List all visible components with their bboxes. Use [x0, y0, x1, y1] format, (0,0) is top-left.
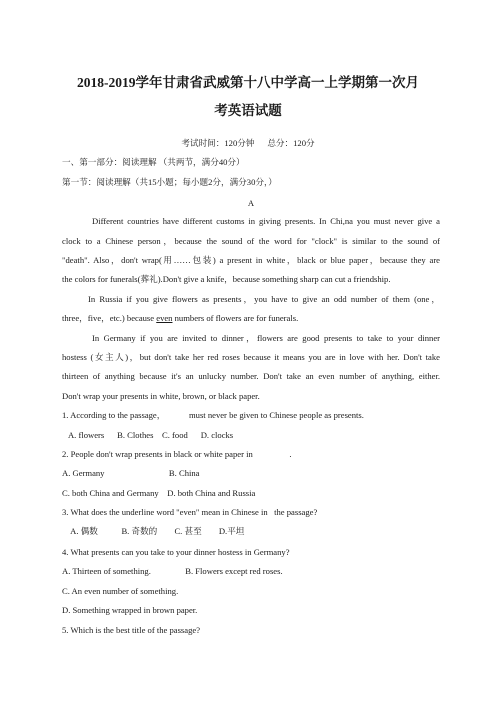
passage-label: A: [247, 198, 255, 208]
title-line-2: 考英语试题: [214, 103, 282, 118]
question-4-options-row1: A. Thirteen of something. B. Flowers except red roses.: [62, 566, 283, 576]
exam-meta: 考试时间：120分钟 总分：120分: [181, 138, 315, 148]
passage-p2-text-a: three，five，etc.) because: [62, 313, 157, 323]
question-3-options: A. 偶数 B. 奇数的 C. 甚至 D.平坦: [62, 526, 245, 536]
passage-p3-line2: hostess (女主人)，but don't take her red roses because it means you are in love with her. Don't take: [62, 352, 440, 362]
passage-p3-line4: Don't wrap your presents in white, brown, or black paper.: [62, 391, 260, 401]
question-1-stem: 1. According to the passage， must never be given to Chinese people as presents.: [62, 410, 364, 420]
passage-p1-line1: Different countries have different customs in giving presents. In Chi,na you must never give a: [92, 216, 440, 226]
question-2-options-row2: C. both China and Germany D. both China and Russia: [62, 488, 256, 498]
question-5-stem: 5. Which is the best title of the passage?: [62, 625, 201, 635]
passage-p1-line3: "death". Also，don't wrap(用……包装) a present in white，black or blue paper，because they are: [62, 255, 440, 265]
question-3-stem: 3. What does the underline word "even" mean in Chinese in the passage?: [62, 507, 318, 517]
question-2-stem: 2. People don't wrap presents in black or white paper in .: [62, 449, 292, 459]
question-1-options: A. flowers B. Clothes C. food D. clocks: [62, 430, 234, 440]
passage-p3-line1: In Germany if you are invited to dinner，flowers are good presents to take to your dinner: [92, 333, 440, 343]
underlined-word-even: even: [156, 313, 173, 323]
passage-p2-line1: In Russia if you give flowers as presents，you have to give an odd number of them (one，: [88, 294, 440, 304]
part-1-heading: 一、第一部分：阅读理解 （共两节，满分40分）: [62, 157, 245, 167]
passage-p2-line2: [62, 312, 440, 324]
passage-p1-line2: clock to a Chinese person，because the sound of the word for "clock" is similar to the sound of: [62, 236, 440, 246]
question-4-option-c: C. An even number of something.: [62, 586, 179, 596]
title-line-1: 2018-2019学年甘肃省武威第十八中学高一上学期第一次月: [77, 75, 419, 90]
passage-p2-text-b: numbers of flowers are for funerals.: [172, 313, 299, 323]
question-4-option-d: D. Something wrapped in brown paper.: [62, 605, 198, 615]
question-2-options-row1: A. Germany B. China: [62, 468, 200, 478]
question-4-stem: 4. What presents can you take to your dinner hostess in Germany?: [62, 547, 290, 557]
passage-p1-line4: the colors for funerals(葬礼).Don't give a knife，because something sharp can cut a friendship.: [62, 274, 391, 284]
section-1-heading: 第一节：阅读理解（共15小题；每小题2分，满分30分，）: [62, 177, 277, 187]
passage-p3-line3: thirteen of anything because it's an unlucky number. Don't take an even number of anything, either.: [62, 371, 440, 381]
